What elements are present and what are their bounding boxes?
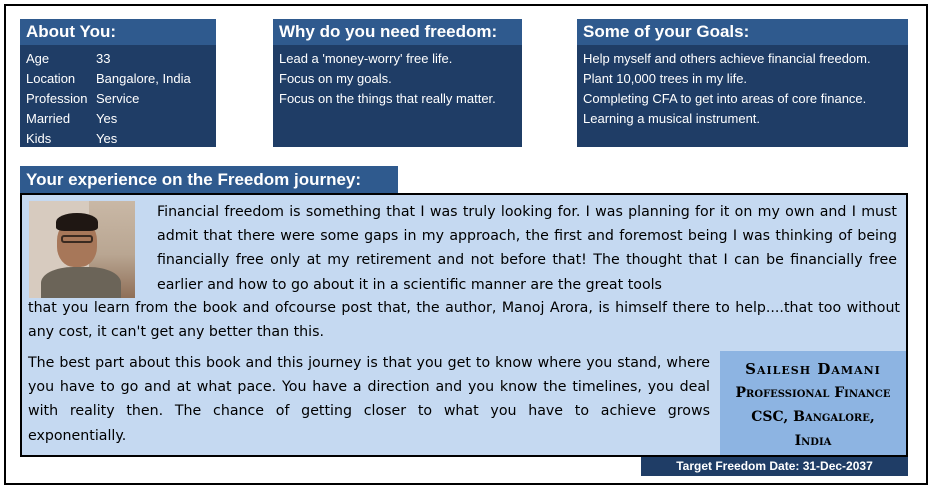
about-value: Service [96, 91, 140, 106]
experience-paragraph-1 [157, 200, 897, 297]
list-item: Learning a musical instrument. [583, 111, 761, 126]
experience-paragraph-2 [28, 351, 710, 448]
goals-list [577, 45, 908, 133]
experience-text-wrapped: Financial freedom is something that I was truly looking for. I was planning for it on my own and I must admit that there were some gaps in my approach, the first and foremost being I was thinking of being financially free only at my retirement and not before that! The thought that I can be financially free earlier and how to go about it in a scientific manner are the great tools [157, 204, 897, 293]
list-item: Completing CFA to get into areas of core finance. [583, 91, 867, 106]
signature-line: India [794, 433, 832, 449]
about-row-kids [26, 129, 210, 149]
about-row-profession [26, 89, 210, 109]
about-label: Profession [26, 91, 88, 106]
experience-text-2: The best part about this book and this journey is that you get to know where you stand, where you have to go and at what pace. You have a direction and you know the timelines, you deal with reality then. The chance of getting closer to what you have to achieve grows exponentially. [28, 355, 710, 444]
profile-photo [29, 201, 135, 298]
signature-name: Sailesh Damani [745, 360, 881, 378]
about-label: Married [26, 111, 71, 126]
about-row-location [26, 69, 210, 89]
signature-line: CSC, Bangalore, [751, 409, 875, 425]
experience-paragraph-1-continued [28, 296, 900, 344]
list-item: Plant 10,000 trees in my life. [583, 71, 748, 86]
about-you-title: About You: [20, 19, 216, 45]
experience-panel [20, 193, 908, 457]
list-item: Lead a 'money-worry' free life. [279, 51, 453, 66]
about-value: 33 [96, 51, 111, 66]
why-freedom-title: Why do you need freedom: [273, 19, 522, 45]
about-value: Yes [96, 131, 118, 146]
experience-text-continued: that you learn from the book and ofcourse post that, the author, Manoj Arora, is himself there to help....that too without any cost, it can't get any better than this. [28, 300, 900, 341]
photo-hair [56, 213, 98, 231]
list-item: Focus on the things that really matter. [279, 91, 496, 106]
about-label: Location [26, 71, 76, 86]
goals-title: Some of your Goals: [577, 19, 908, 45]
about-value: Yes [96, 111, 118, 126]
list-item: Help myself and others achieve financial freedom. [583, 51, 871, 66]
about-label: Kids [26, 131, 52, 146]
goals-panel [577, 19, 908, 147]
about-row-married [26, 109, 210, 129]
experience-title: Your experience on the Freedom journey: [20, 166, 398, 193]
why-freedom-panel [273, 19, 522, 147]
target-freedom-date: Target Freedom Date: 31-Dec-2037 [641, 457, 908, 476]
about-label: Age [26, 51, 50, 66]
about-you-details [20, 45, 216, 153]
signature-line: Professional Finance [735, 385, 891, 401]
photo-shirt [41, 267, 121, 298]
why-freedom-list [273, 45, 522, 113]
photo-glasses [61, 235, 93, 243]
about-value: Bangalore, India [96, 71, 191, 86]
list-item: Focus on my goals. [279, 71, 392, 86]
signature-block [720, 351, 906, 455]
about-you-panel [20, 19, 216, 147]
about-row-age [26, 49, 210, 69]
